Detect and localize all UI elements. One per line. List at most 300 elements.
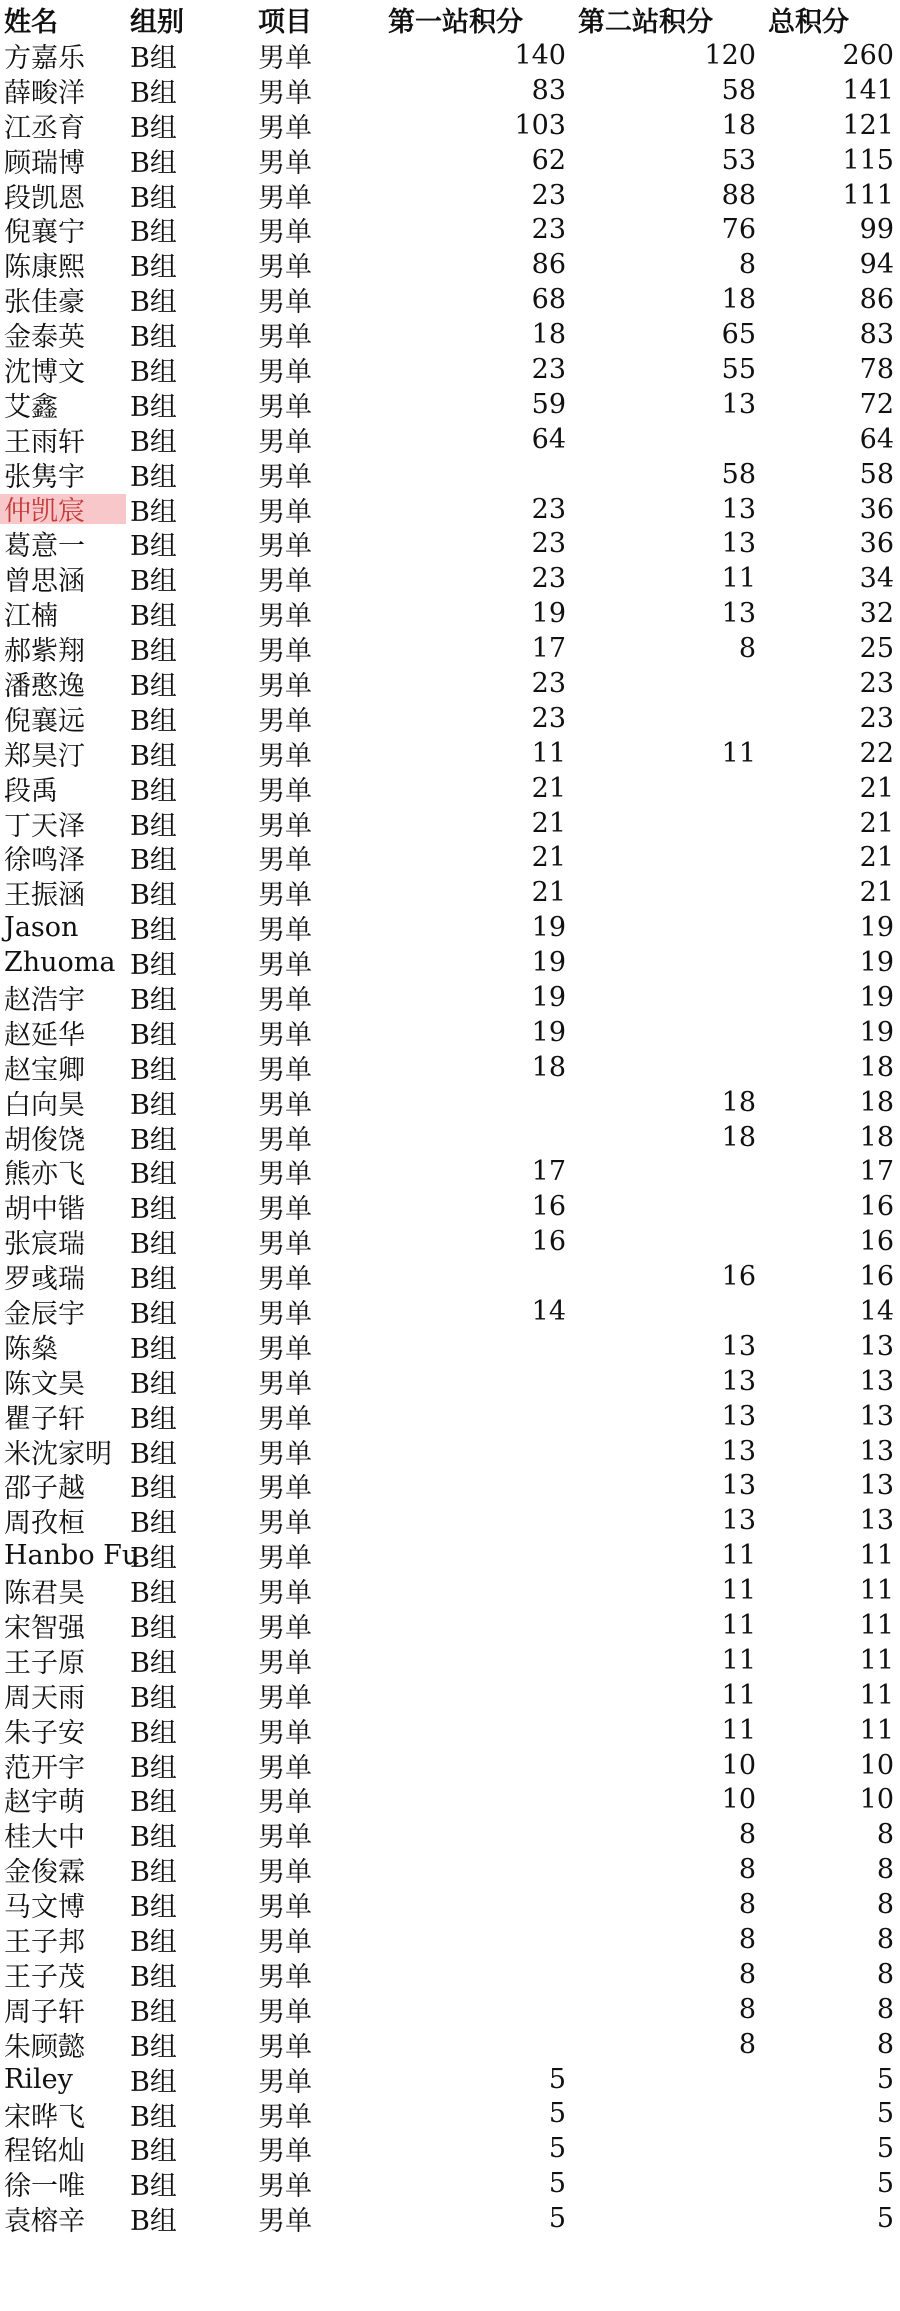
cell-stage1[interactable] [380,1259,566,1294]
cell-stage2[interactable] [570,422,756,457]
cell-group[interactable]: B组 [130,1717,177,1749]
cell-stage1[interactable] [380,1573,566,1608]
cell-event[interactable]: 男单 [258,950,312,982]
cell-stage1[interactable]: 19 [531,1016,566,1048]
cell-name[interactable]: Riley [4,2063,73,2095]
cell-event[interactable]: 男单 [258,1717,312,1749]
cell-name[interactable]: 袁榕辛 [4,2206,85,2238]
cell-event[interactable]: 男单 [258,1508,312,1540]
cell-name[interactable]: 周天雨 [4,1682,85,1714]
cell-group[interactable]: B组 [130,2101,177,2133]
cell-stage1[interactable]: 140 [514,39,566,71]
cell-group[interactable]: B组 [130,2206,177,2238]
cell-name[interactable]: 倪襄远 [4,705,85,737]
cell-name[interactable]: 郝紫翔 [4,636,85,668]
cell-name[interactable]: 胡俊饶 [4,1124,85,1156]
cell-event[interactable]: 男单 [258,496,312,528]
cell-group[interactable]: B组 [130,810,177,842]
cell-stage2[interactable]: 18 [721,1086,756,1118]
cell-stage2[interactable] [570,980,756,1015]
cell-stage1[interactable]: 5 [548,2098,566,2130]
cell-total[interactable]: 14 [859,1296,894,1327]
cell-stage1[interactable]: 23 [531,702,566,734]
cell-stage2[interactable]: 13 [721,1470,756,1502]
cell-event[interactable]: 男单 [258,810,312,842]
cell-event[interactable]: 男单 [258,566,312,598]
cell-name[interactable]: 丁天泽 [4,810,85,842]
cell-stage2[interactable] [570,2097,756,2132]
cell-total[interactable]: 17 [859,1156,894,1188]
cell-stage2[interactable]: 11 [721,1714,756,1746]
cell-group[interactable]: B组 [130,880,177,912]
cell-stage1[interactable]: 5 [548,2063,566,2095]
cell-total[interactable]: 8 [876,1889,894,1921]
cell-total[interactable]: 11 [859,1714,894,1746]
cell-event[interactable]: 男单 [258,1892,312,1924]
cell-name[interactable]: 顾瑞博 [4,147,85,179]
cell-event[interactable]: 男单 [258,1229,312,1261]
cell-name[interactable]: 段禹 [4,775,58,807]
cell-name[interactable]: 朱顾懿 [4,2031,85,2063]
cell-name[interactable]: 徐一唯 [4,2171,85,2203]
cell-stage2[interactable]: 65 [721,319,756,351]
cell-total[interactable]: 111 [842,179,894,211]
cell-total[interactable]: 141 [842,74,894,106]
cell-total[interactable]: 16 [859,1226,894,1258]
cell-stage1[interactable] [380,1364,566,1399]
cell-group[interactable]: B组 [130,112,177,144]
cell-name[interactable]: 王雨轩 [4,426,85,458]
cell-total[interactable]: 22 [859,737,894,769]
cell-stage1[interactable]: 17 [531,633,566,665]
cell-event[interactable]: 男单 [258,1333,312,1365]
cell-name[interactable]: 周孜桓 [4,1508,85,1540]
cell-stage2[interactable] [570,2062,756,2097]
cell-stage2[interactable]: 8 [738,2028,756,2060]
cell-event[interactable]: 男单 [258,287,312,319]
cell-stage2[interactable]: 11 [721,1575,756,1607]
cell-stage1[interactable]: 19 [531,912,566,944]
cell-total[interactable]: 25 [859,633,894,665]
cell-event[interactable]: 男单 [258,2101,312,2133]
cell-group[interactable]: B组 [130,1996,177,2028]
cell-event[interactable]: 男单 [258,1961,312,1993]
cell-event[interactable]: 男单 [258,531,312,563]
cell-total[interactable]: 21 [859,807,894,839]
cell-total[interactable]: 11 [859,1610,894,1642]
cell-group[interactable]: B组 [130,2171,177,2203]
cell-name[interactable]: 宋智强 [4,1613,85,1645]
cell-name[interactable]: 陈文昊 [4,1368,85,1400]
cell-name[interactable]: 金泰英 [4,322,85,354]
cell-group[interactable]: B组 [130,1613,177,1645]
cell-name[interactable]: 周子轩 [4,1996,85,2028]
cell-name[interactable]: Hanbo Fu [4,1540,140,1572]
cell-stage2[interactable]: 8 [738,1889,756,1921]
cell-event[interactable]: 男单 [258,915,312,947]
cell-name[interactable]: 胡中锴 [4,1194,85,1226]
cell-stage2[interactable] [570,1050,756,1085]
cell-group[interactable]: B组 [130,1752,177,1784]
cell-name[interactable]: 赵宝卿 [4,1054,85,1086]
cell-event[interactable]: 男单 [258,2066,312,2098]
cell-stage1[interactable] [380,1434,566,1469]
cell-stage1[interactable]: 64 [531,423,566,455]
cell-stage1[interactable]: 14 [531,1296,566,1327]
cell-event[interactable]: 男单 [258,1194,312,1226]
cell-group[interactable]: B组 [130,496,177,528]
cell-stage2[interactable]: 10 [721,1784,756,1816]
cell-stage2[interactable] [570,875,756,910]
cell-total[interactable]: 64 [859,423,894,455]
cell-group[interactable]: B组 [130,775,177,807]
cell-event[interactable]: 男单 [258,705,312,737]
cell-total[interactable]: 11 [859,1540,894,1572]
cell-total[interactable]: 32 [859,598,894,630]
cell-stage1[interactable]: 62 [531,144,566,176]
cell-group[interactable]: B组 [130,1473,177,1505]
cell-total[interactable]: 23 [859,667,894,699]
cell-group[interactable]: B组 [130,1333,177,1365]
cell-total[interactable]: 8 [876,1924,894,1956]
cell-stage1[interactable]: 21 [531,807,566,839]
cell-event[interactable]: 男单 [258,1752,312,1784]
cell-stage2[interactable] [570,2166,756,2201]
cell-stage2[interactable] [570,945,756,980]
cell-group[interactable]: B组 [130,217,177,249]
cell-group[interactable]: B组 [130,1508,177,1540]
cell-group[interactable]: B组 [130,1857,177,1889]
cell-group[interactable]: B组 [130,1927,177,1959]
cell-name[interactable]: 仲凯宸 [0,494,126,524]
cell-event[interactable]: 男单 [258,322,312,354]
cell-total[interactable]: 13 [859,1365,894,1397]
cell-stage2[interactable]: 16 [721,1261,756,1293]
cell-stage1[interactable]: 16 [531,1191,566,1223]
cell-event[interactable]: 男单 [258,985,312,1016]
cell-total[interactable]: 16 [859,1191,894,1223]
cell-name[interactable]: 葛意一 [4,531,85,563]
cell-name[interactable]: 金辰宇 [4,1299,85,1331]
cell-group[interactable]: B组 [130,1229,177,1261]
cell-stage1[interactable] [380,1852,566,1887]
cell-stage1[interactable]: 23 [531,493,566,525]
cell-name[interactable]: 王子邦 [4,1927,85,1959]
cell-group[interactable]: B组 [130,705,177,737]
cell-total[interactable]: 18 [859,1086,894,1118]
cell-group[interactable]: B组 [130,1961,177,1993]
cell-event[interactable]: 男单 [258,2031,312,2063]
cell-stage2[interactable] [570,806,756,841]
cell-group[interactable]: B组 [130,1403,177,1435]
cell-total[interactable]: 5 [876,2133,894,2165]
cell-total[interactable]: 18 [859,1121,894,1153]
cell-event[interactable]: 男单 [258,1054,312,1086]
cell-name[interactable]: 潘憨逸 [4,670,85,702]
cell-total[interactable]: 36 [859,493,894,525]
cell-stage2[interactable]: 18 [721,284,756,316]
cell-stage2[interactable]: 11 [721,737,756,769]
cell-stage1[interactable]: 83 [531,74,566,106]
cell-stage1[interactable]: 5 [548,2168,566,2200]
cell-event[interactable]: 男单 [258,1857,312,1889]
cell-event[interactable]: 男单 [258,845,312,877]
cell-stage2[interactable]: 8 [738,1819,756,1851]
cell-name[interactable]: 桂大中 [4,1822,85,1854]
cell-total[interactable]: 13 [859,1505,894,1537]
cell-group[interactable]: B组 [130,147,177,179]
cell-group[interactable]: B组 [130,1194,177,1226]
cell-group[interactable]: B组 [130,1054,177,1086]
cell-name[interactable]: 王子茂 [4,1961,85,1993]
cell-name[interactable]: 倪襄宁 [4,217,85,249]
cell-stage2[interactable] [570,1015,756,1050]
cell-group[interactable]: B组 [130,1892,177,1924]
cell-total[interactable]: 83 [859,319,894,351]
cell-name[interactable]: 赵宇萌 [4,1787,85,1819]
cell-stage2[interactable]: 55 [721,353,756,385]
cell-stage2[interactable]: 88 [721,179,756,211]
cell-group[interactable]: B组 [130,985,177,1016]
cell-stage2[interactable]: 13 [721,493,756,525]
cell-stage2[interactable] [570,771,756,806]
cell-stage1[interactable]: 18 [531,1051,566,1083]
cell-event[interactable]: 男单 [258,1299,312,1331]
cell-total[interactable]: 78 [859,353,894,385]
cell-group[interactable]: B组 [130,670,177,702]
cell-total[interactable]: 5 [876,2098,894,2130]
cell-total[interactable]: 13 [859,1470,894,1502]
cell-total[interactable]: 8 [876,1819,894,1851]
cell-name[interactable]: 张宸瑞 [4,1229,85,1261]
cell-stage1[interactable] [380,1538,566,1573]
cell-stage1[interactable]: 19 [531,981,566,1013]
cell-stage2[interactable]: 13 [721,1330,756,1362]
cell-group[interactable]: B组 [130,1368,177,1400]
cell-total[interactable]: 21 [859,772,894,804]
cell-stage1[interactable]: 21 [531,842,566,874]
cell-total[interactable]: 19 [859,1016,894,1048]
cell-total[interactable]: 19 [859,947,894,979]
cell-group[interactable]: B组 [130,322,177,354]
cell-event[interactable]: 男单 [258,1368,312,1400]
cell-event[interactable]: 男单 [258,112,312,144]
cell-event[interactable]: 男单 [258,2171,312,2203]
cell-event[interactable]: 男单 [258,1124,312,1156]
cell-group[interactable]: B组 [130,601,177,633]
cell-stage2[interactable]: 10 [721,1749,756,1781]
cell-group[interactable]: B组 [130,287,177,319]
cell-group[interactable]: B组 [130,1019,177,1051]
cell-group[interactable]: B组 [130,1264,177,1296]
cell-stage2[interactable]: 58 [721,74,756,106]
cell-name[interactable]: 罗彧瑞 [4,1264,85,1296]
cell-event[interactable]: 男单 [258,740,312,772]
cell-event[interactable]: 男单 [258,217,312,249]
cell-group[interactable]: B组 [130,845,177,877]
cell-event[interactable]: 男单 [258,182,312,214]
cell-event[interactable]: 男单 [258,1543,312,1575]
cell-total[interactable]: 10 [859,1784,894,1816]
cell-stage2[interactable] [570,701,756,736]
cell-stage2[interactable]: 13 [721,598,756,630]
cell-event[interactable]: 男单 [258,1019,312,1051]
cell-name[interactable]: 宋晔飞 [4,2101,85,2133]
cell-event[interactable]: 男单 [258,1682,312,1714]
cell-event[interactable]: 男单 [258,1438,312,1470]
cell-total[interactable]: 72 [859,388,894,420]
cell-stage1[interactable]: 23 [531,667,566,699]
cell-group[interactable]: B组 [130,1682,177,1714]
cell-name[interactable]: 熊亦飞 [4,1159,85,1191]
cell-stage1[interactable] [380,1085,566,1120]
cell-stage1[interactable]: 11 [531,737,566,769]
cell-stage1[interactable] [380,1120,566,1155]
cell-stage1[interactable] [380,1922,566,1957]
cell-group[interactable]: B组 [130,42,177,74]
cell-event[interactable]: 男单 [258,1089,312,1121]
cell-event[interactable]: 男单 [258,426,312,458]
cell-group[interactable]: B组 [130,2031,177,2063]
cell-total[interactable]: 115 [842,144,894,176]
cell-total[interactable]: 34 [859,563,894,595]
cell-name[interactable]: 范开宇 [4,1752,85,1784]
cell-stage2[interactable]: 13 [721,1400,756,1432]
cell-stage1[interactable]: 23 [531,179,566,211]
cell-stage1[interactable]: 59 [531,388,566,420]
cell-event[interactable]: 男单 [258,147,312,179]
cell-name[interactable]: Jason [4,912,79,944]
cell-name[interactable]: Zhuoma [4,947,116,979]
cell-name[interactable]: 金俊霖 [4,1857,85,1889]
cell-stage1[interactable]: 21 [531,877,566,909]
cell-stage1[interactable]: 16 [531,1226,566,1258]
cell-event[interactable]: 男单 [258,1647,312,1679]
cell-stage1[interactable]: 17 [531,1156,566,1188]
cell-stage2[interactable] [570,910,756,945]
cell-event[interactable]: 男单 [258,1822,312,1854]
cell-name[interactable]: 王子原 [4,1647,85,1679]
cell-stage2[interactable]: 13 [721,1435,756,1467]
cell-name[interactable]: 江丞育 [4,112,85,144]
cell-name[interactable]: 瞿子轩 [4,1403,85,1435]
cell-group[interactable]: B组 [130,2066,177,2098]
cell-group[interactable]: B组 [130,391,177,423]
cell-name[interactable]: 邵子越 [4,1473,85,1505]
cell-stage1[interactable] [380,1957,566,1992]
cell-total[interactable]: 16 [859,1261,894,1293]
cell-event[interactable]: 男单 [258,356,312,388]
cell-event[interactable]: 男单 [258,461,312,493]
cell-stage1[interactable] [380,1503,566,1538]
cell-stage1[interactable] [380,1713,566,1748]
cell-total[interactable]: 11 [859,1679,894,1711]
cell-total[interactable]: 94 [859,249,894,281]
cell-stage2[interactable]: 11 [721,1540,756,1572]
cell-group[interactable]: B组 [130,77,177,109]
cell-total[interactable]: 8 [876,1993,894,2025]
cell-total[interactable]: 13 [859,1330,894,1362]
cell-event[interactable]: 男单 [258,601,312,633]
cell-stage2[interactable]: 13 [721,528,756,560]
cell-name[interactable]: 程铭灿 [4,2136,85,2168]
cell-group[interactable]: B组 [130,1787,177,1819]
cell-event[interactable]: 男单 [258,77,312,109]
cell-event[interactable]: 男单 [258,2136,312,2168]
cell-name[interactable]: 艾鑫 [4,391,58,423]
cell-group[interactable]: B组 [130,356,177,388]
cell-total[interactable]: 5 [876,2203,894,2235]
cell-stage2[interactable] [570,1224,756,1259]
cell-stage1[interactable] [380,1399,566,1434]
cell-name[interactable]: 马文博 [4,1892,85,1924]
cell-event[interactable]: 男单 [258,775,312,807]
cell-stage2[interactable]: 58 [721,458,756,490]
cell-stage1[interactable] [380,1748,566,1783]
cell-total[interactable]: 121 [842,109,894,141]
cell-event[interactable]: 男单 [258,1787,312,1819]
cell-group[interactable]: B组 [130,740,177,772]
cell-stage2[interactable]: 18 [721,1121,756,1153]
cell-stage2[interactable]: 13 [721,1505,756,1537]
cell-total[interactable]: 5 [876,2168,894,2200]
cell-stage2[interactable]: 11 [721,1610,756,1642]
cell-total[interactable]: 86 [859,284,894,316]
cell-stage1[interactable]: 18 [531,319,566,351]
cell-event[interactable]: 男单 [258,1996,312,2028]
cell-stage2[interactable] [570,1155,756,1190]
cell-name[interactable]: 陈燊 [4,1333,58,1365]
cell-total[interactable]: 8 [876,1854,894,1886]
cell-group[interactable]: B组 [130,426,177,458]
cell-name[interactable]: 张佳豪 [4,287,85,319]
cell-total[interactable]: 11 [859,1644,894,1676]
cell-group[interactable]: B组 [130,531,177,563]
cell-group[interactable]: B组 [130,1438,177,1470]
cell-name[interactable]: 陈康熙 [4,252,85,284]
cell-stage2[interactable]: 13 [721,1365,756,1397]
cell-stage1[interactable] [380,1608,566,1643]
cell-stage2[interactable]: 53 [721,144,756,176]
cell-total[interactable]: 5 [876,2063,894,2095]
cell-group[interactable]: B组 [130,636,177,668]
cell-event[interactable]: 男单 [258,636,312,668]
cell-stage1[interactable]: 5 [548,2133,566,2165]
cell-stage2[interactable] [570,1189,756,1224]
cell-stage1[interactable] [380,1992,566,2027]
cell-name[interactable]: 朱子安 [4,1717,85,1749]
cell-stage1[interactable] [380,1678,566,1713]
cell-stage1[interactable]: 5 [548,2203,566,2235]
cell-stage2[interactable]: 11 [721,563,756,595]
cell-name[interactable]: 张隽宇 [4,461,85,493]
cell-group[interactable]: B组 [130,1299,177,1331]
cell-group[interactable]: B组 [130,566,177,598]
cell-group[interactable]: B组 [130,1089,177,1121]
cell-name[interactable]: 陈君昊 [4,1578,85,1610]
cell-stage2[interactable]: 8 [738,249,756,281]
cell-name[interactable]: 段凯恩 [4,182,85,214]
cell-total[interactable]: 13 [859,1400,894,1432]
cell-total[interactable]: 21 [859,842,894,874]
cell-group[interactable]: B组 [130,182,177,214]
cell-name[interactable]: 方嘉乐 [4,42,85,74]
cell-name[interactable]: 曾思涵 [4,566,85,598]
cell-total[interactable]: 21 [859,877,894,909]
cell-group[interactable]: B组 [130,1159,177,1191]
cell-stage2[interactable]: 8 [738,1993,756,2025]
cell-group[interactable]: B组 [130,252,177,284]
